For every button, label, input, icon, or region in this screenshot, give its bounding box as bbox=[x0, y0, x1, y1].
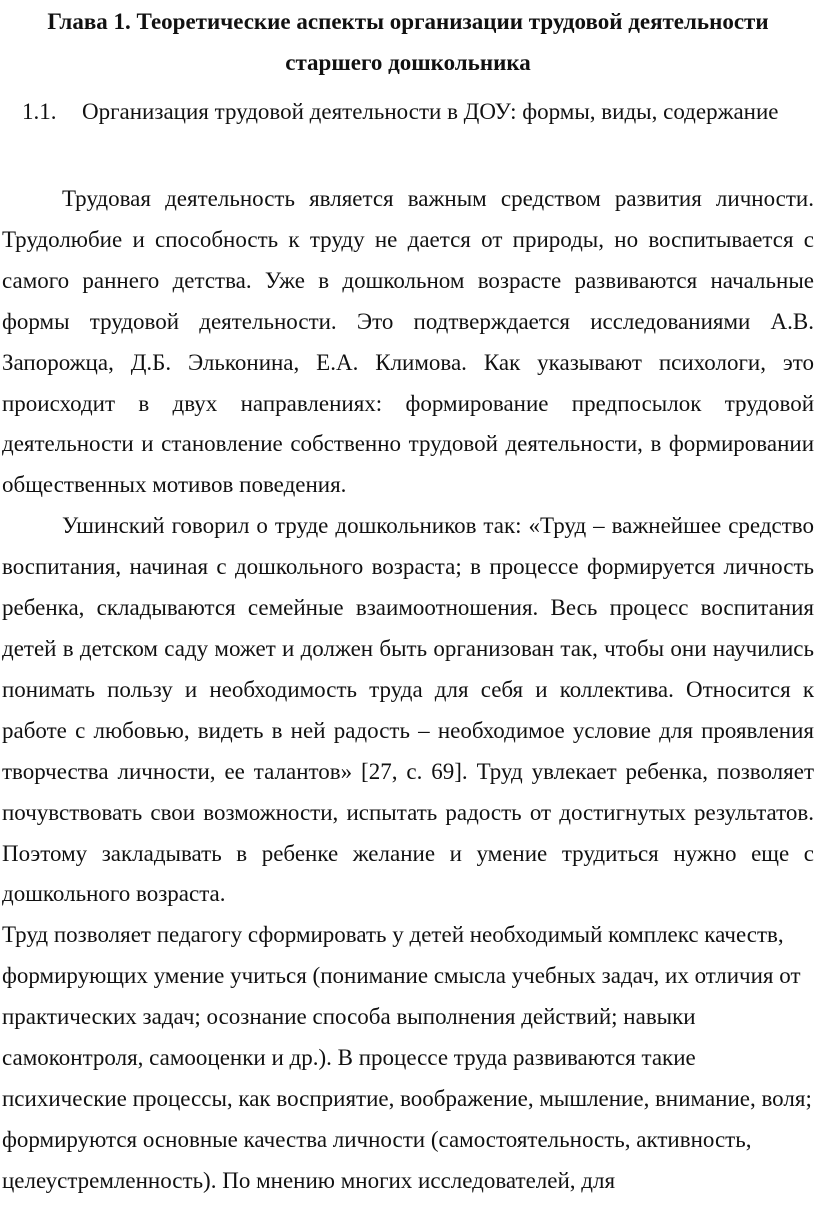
section-spacer bbox=[2, 127, 814, 179]
body-paragraph-2: Ушинский говорил о труде дошкольников так: «Труд – важнейшее средство воспитания, начиная с дошкольного возраста; в процессе формируется личность ребенка, складываются семейные взаимоотношения. Весь процесс воспитания детей в детском саду может и должен быть организован так, чтобы они научились понимать пользу и необходимость труда для себя и коллектива. Относится к работе с любовью, видеть в ней радость – необходимое условие для проявления творчества личности, ее талантов» [27, с. 69]. Труд увлекает ребенка, позволяет почувствовать свои возможности, испытать радость от достигнутых результатов. Поэтому закладывать в ребенке желание и умение трудиться нужно еще с дошкольного возраста. bbox=[2, 513, 814, 907]
section-title: Организация трудовой деятельности в ДОУ: формы, виды, содержание bbox=[82, 99, 779, 124]
body-paragraph-3: Труд позволяет педагогу сформировать у детей необходимый комплекс качеств, формирующих умение учиться (понимание смысла учебных задач, их отличия от практических задач; осознание способа выполнения действий; навыки самоконтроля, самооценки и др.). В процессе труда развиваются такие психические процессы, как восприятие, воображение, мышление, внимание, воля; формируются основные качества личности (самостоятельность, активность, целеустремленность). По мнению многих исследователей, для bbox=[2, 922, 812, 1193]
section-number: 1.1. bbox=[22, 99, 57, 124]
body-paragraph-1: Трудовая деятельность является важным средством развития личности. Трудолюбие и способность к труду не дается от природы, но воспитывается с самого раннего детства. Уже в дошкольном возрасте развиваются начальные формы трудовой деятельности. Это подтверждается исследованиями А.В. Запорожца, Д.Б. Эльконина, Е.А. Климова. Как указывают психологи, это происходит в двух направлениях: формирование предпосылок трудовой деятельности и становление собственно трудовой деятельности, в формировании общественных мотивов поведения. bbox=[2, 186, 814, 498]
chapter-title: Глава 1. Теоретические аспекты организации трудовой деятельности старшего дошкольника bbox=[47, 9, 769, 75]
section-heading bbox=[2, 97, 814, 127]
